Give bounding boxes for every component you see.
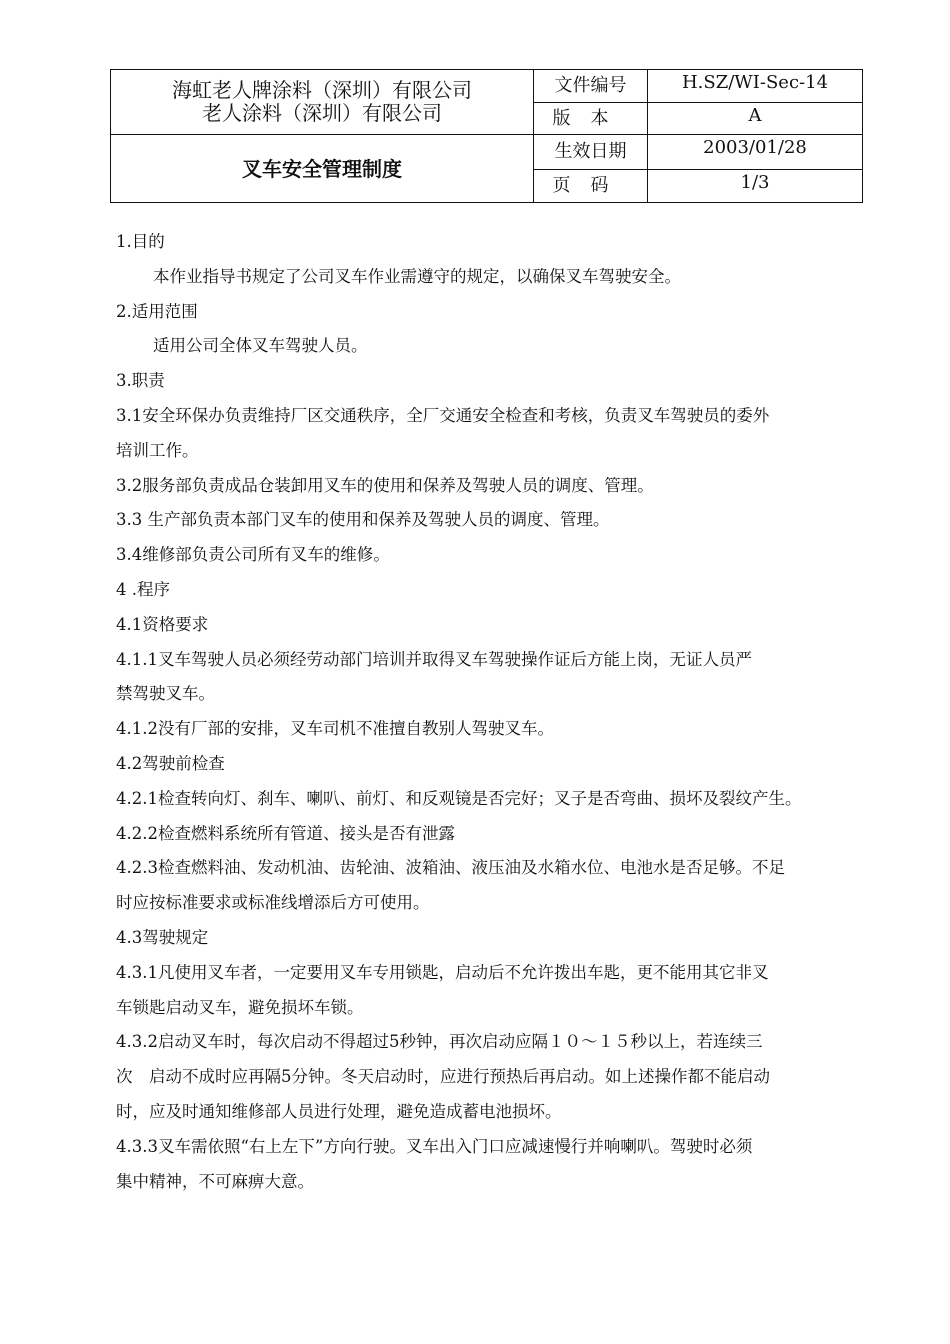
section-heading: 1.目的 (116, 232, 165, 251)
paragraph-line: 4.3.2启动叉车时，每次启动不得超过5秒钟，再次启动应隔１０～１５秒以上，若连续三 (116, 1032, 763, 1052)
paragraph-line: 4.2.1检查转向灯、刹车、喇叭、前灯、和反观镜是否完好；叉子是否弯曲、损坏及裂纹产生。 (116, 788, 802, 808)
version-value: A (648, 103, 863, 135)
version-label: 版本 (534, 103, 648, 135)
subsection-heading: 4.2驾驶前检查 (116, 753, 225, 773)
paragraph-line: 时，应及时通知维修部人员进行处理，避免造成蓄电池损坏。 (116, 1101, 562, 1121)
document-title: 叉车安全管理制度 (111, 135, 534, 203)
page-value: 1/3 (648, 169, 863, 202)
paragraph-line: 集中精神，不可麻痹大意。 (116, 1171, 314, 1191)
paragraph-line: 4.3.1凡使用叉车者，一定要用叉车专用锁匙，启动后不允许拨出车匙，更不能用其它非叉 (116, 962, 769, 982)
paragraph-line: 3.1安全环保办负责维持厂区交通秩序，全厂交通安全检查和考核，负责叉车驾驶员的委外 (116, 405, 770, 425)
doc-number-label: 文件编号 (534, 70, 648, 103)
paragraph-line: 3.2服务部负责成品仓装卸用叉车的使用和保养及驾驶人员的调度、管理。 (116, 475, 654, 495)
page-label: 页码 (534, 169, 648, 202)
paragraph-line: 4.3.3叉车需依照“右上左下”方向行驶。叉车出入门口应减速慢行并响喇叭。驾驶时必须 (116, 1136, 753, 1156)
paragraph-line: 禁驾驶叉车。 (116, 684, 215, 704)
effective-date-value: 2003/01/28 (648, 135, 863, 169)
subsection-heading: 4.3驾驶规定 (116, 927, 209, 947)
paragraph-line: 本作业指导书规定了公司叉车作业需遵守的规定，以确保叉车驾驶安全。 (153, 266, 681, 286)
paragraph-line: 4.2.2检查燃料系统所有管道、接头是否有泄露 (116, 823, 455, 843)
paragraph-line: 时应按标准要求或标准线增添后方可使用。 (116, 893, 430, 913)
paragraph-line: 车锁匙启动叉车，避免损坏车锁。 (116, 997, 364, 1017)
company-name-line-2: 老人涂料（深圳）有限公司 (202, 101, 442, 126)
doc-number-value: H.SZ/WI-Sec-14 (648, 70, 863, 103)
paragraph-line: 4.1.2没有厂部的安排，叉车司机不准擅自教别人驾驶叉车。 (116, 719, 554, 739)
paragraph-line: 培训工作。 (116, 440, 199, 460)
document-header-table (110, 69, 863, 203)
document-body (116, 225, 864, 1199)
section-heading: 4 .程序 (116, 579, 170, 599)
subsection-heading: 4.1资格要求 (116, 614, 209, 634)
company-name-line-1: 海虹老人牌涂料（深圳）有限公司 (172, 78, 472, 103)
paragraph-line: 3.4维修部负责公司所有叉车的维修。 (116, 545, 390, 565)
paragraph-line: 适用公司全体叉车驾驶人员。 (153, 336, 368, 356)
section-heading: 3.职责 (116, 371, 165, 391)
paragraph-line: 次 启动不成时应再隔5分钟。冬天启动时，应进行预热后再启动。如上述操作都不能启动 (116, 1067, 770, 1087)
section-heading: 2.适用范围 (116, 301, 198, 321)
paragraph-line: 3.3 生产部负责本部门叉车的使用和保养及驾驶人员的调度、管理。 (116, 510, 610, 530)
effective-date-label: 生效日期 (534, 135, 648, 169)
paragraph-line: 4.2.3检查燃料油、发动机油、齿轮油、波箱油、液压油及水箱水位、电池水是否足够。不足 (116, 858, 785, 878)
company-name-cell (111, 70, 534, 135)
paragraph-line: 4.1.1叉车驾驶人员必须经劳动部门培训并取得叉车驾驶操作证后方能上岗，无证人员严 (116, 649, 752, 669)
